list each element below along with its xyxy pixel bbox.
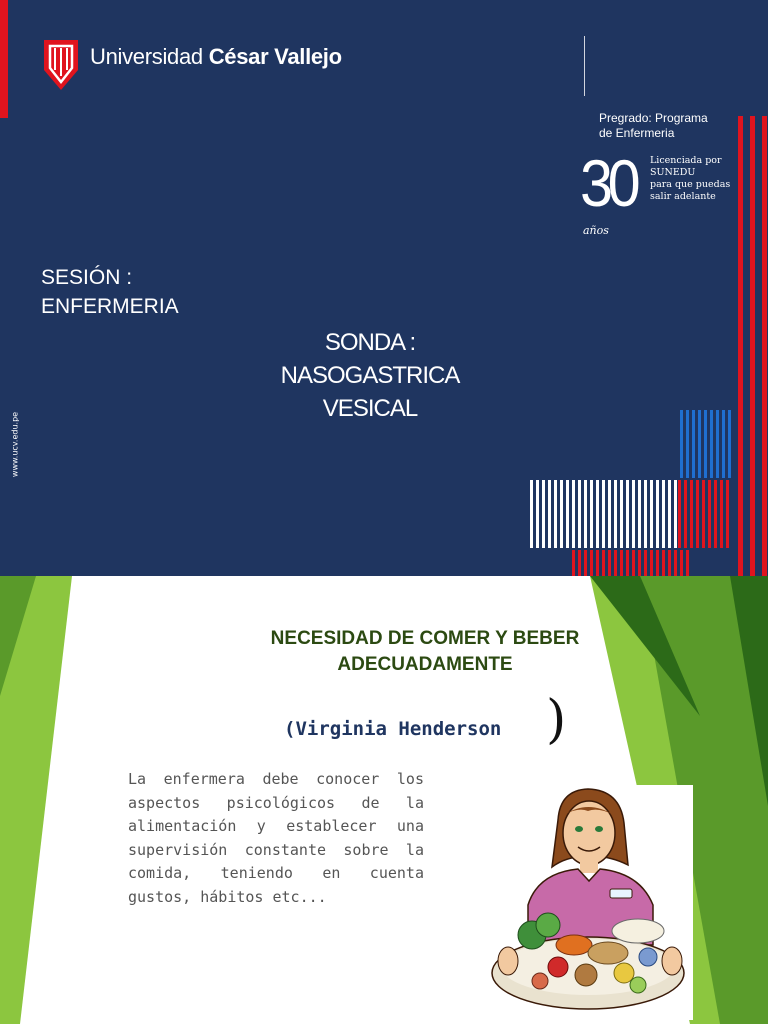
university-name: Universidad César Vallejo — [90, 44, 342, 69]
license-text: Licenciada por SUNEDU para que puedas salir adelante — [650, 155, 731, 202]
program-label: Pregrado: Programa de Enfermeria — [599, 111, 708, 140]
header-divider — [584, 36, 585, 96]
author-reference: (Virginia Henderson — [284, 718, 502, 740]
anniversary-number: 30 — [580, 146, 636, 220]
decorative-stripes — [528, 110, 768, 576]
nurse-food-illustration — [488, 785, 693, 1020]
left-red-bar — [0, 0, 8, 118]
session-heading: SESIÓN : ENFERMERIA — [41, 266, 179, 318]
nurse-with-food-icon — [488, 785, 693, 1020]
ucv-logo-icon — [44, 40, 78, 90]
author-closing-paren: ) — [546, 690, 567, 750]
website-url: www.ucv.edu.pe — [10, 411, 20, 478]
anniversary-label: años — [583, 224, 609, 237]
body-paragraph: La enfermera debe conocer los aspectos psicológicos de la alimentación y establecer una supervisión constante sobre la comida, teniendo en cuenta gustos, hábitos etc... — [128, 770, 424, 906]
slide-title: NECESIDAD DE COMER Y BEBER ADECUADAMENTE — [270, 628, 580, 675]
topic-heading: SONDA : NASOGASTRICA VESICAL — [280, 329, 460, 422]
